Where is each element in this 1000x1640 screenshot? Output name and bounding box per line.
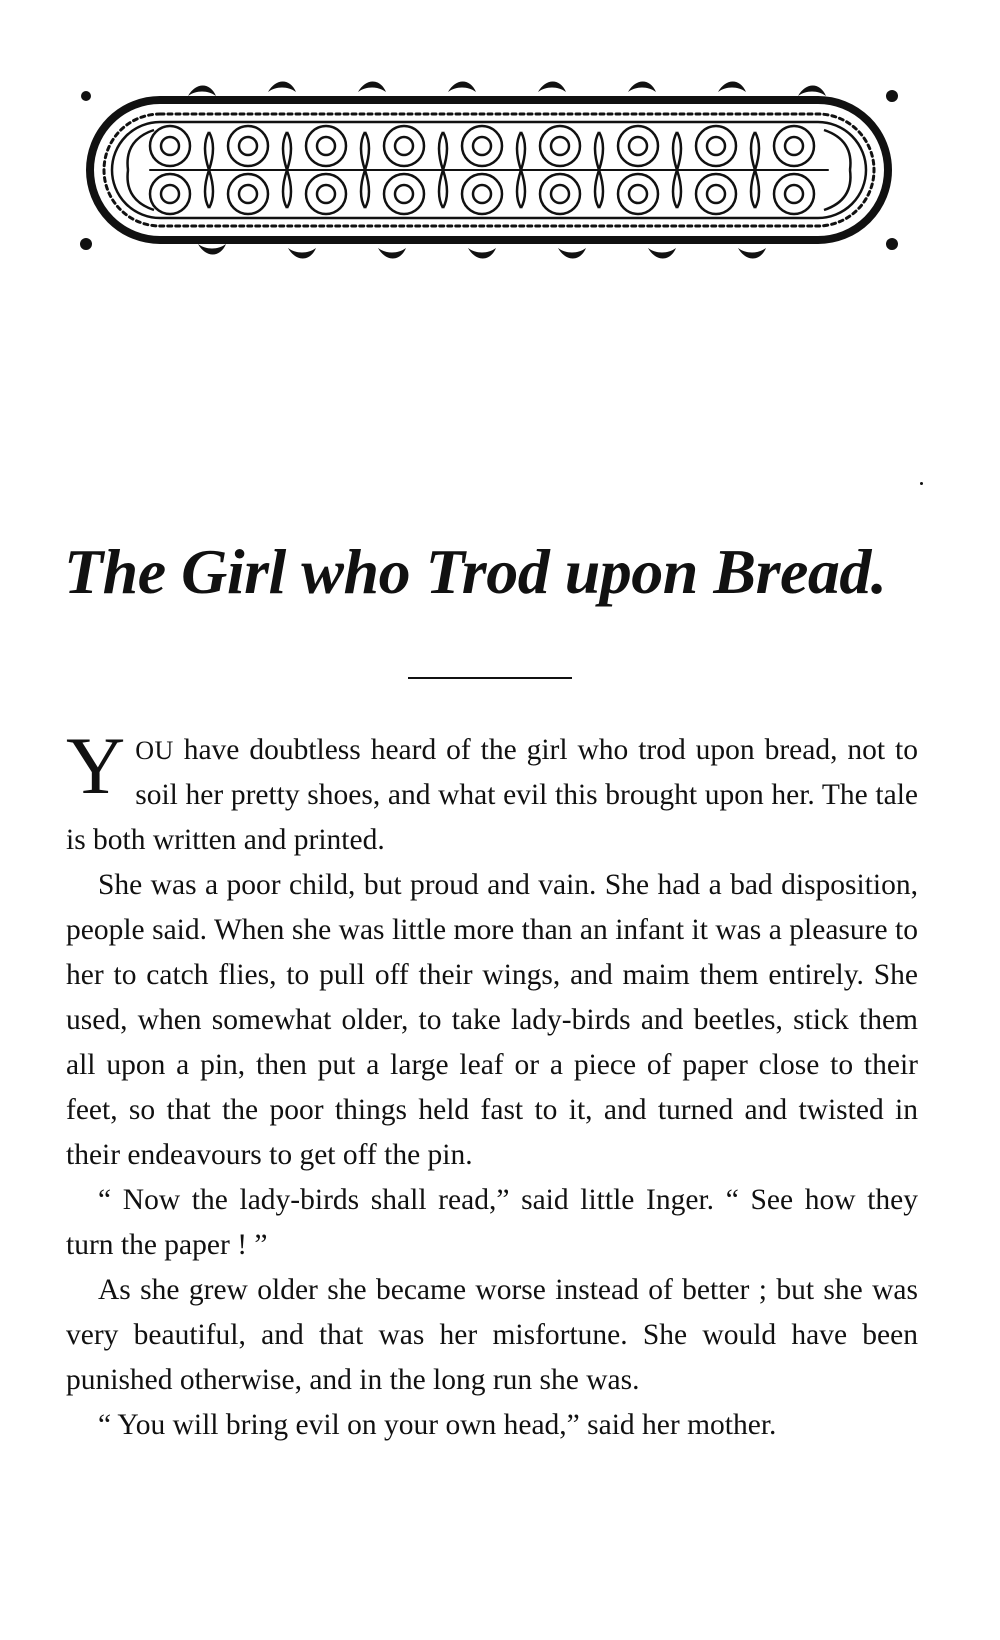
- title-rule: [408, 677, 572, 679]
- paragraph-4: As she grew older she became worse instead of better ; but she was very beautiful, and that was her misfortune. She would have been punished otherwise, and in the long run she was.: [66, 1274, 918, 1396]
- drop-cap: Y: [66, 720, 126, 811]
- story-body: [66, 720, 918, 1448]
- paragraph-2: She was a poor child, but proud and vain. She had a bad disposition, people said. When she was little more than an infant it was a pleasure to her to catch flies, to pull off their wings, and maim them entirely. She used, when somewhat older, to take lady-birds and beetles, stick them all upon a pin, then put a large leaf or a piece of paper close to their feet, so that the poor things held fast to it, and turned and twisted in their endeavours to get off the pin.: [66, 869, 918, 1171]
- small-caps-opening: OU: [135, 736, 174, 765]
- page-speck: [920, 482, 923, 485]
- paragraph-1: [66, 720, 918, 863]
- ornament-headpiece-icon: [78, 72, 900, 264]
- paragraph-5: “ You will bring evil on your own head,” said her mother.: [98, 1409, 777, 1441]
- paragraph-3: “ Now the lady-birds shall read,” said little Inger. “ See how they turn the paper ! ”: [66, 1184, 918, 1261]
- paragraph-1-text: have doubtless heard of the girl who trod upon bread, not to soil her pretty shoes, and what evil this brought upon her. The tale is both written and printed.: [66, 734, 918, 856]
- story-title: The Girl who Trod upon Bread.: [64, 536, 887, 607]
